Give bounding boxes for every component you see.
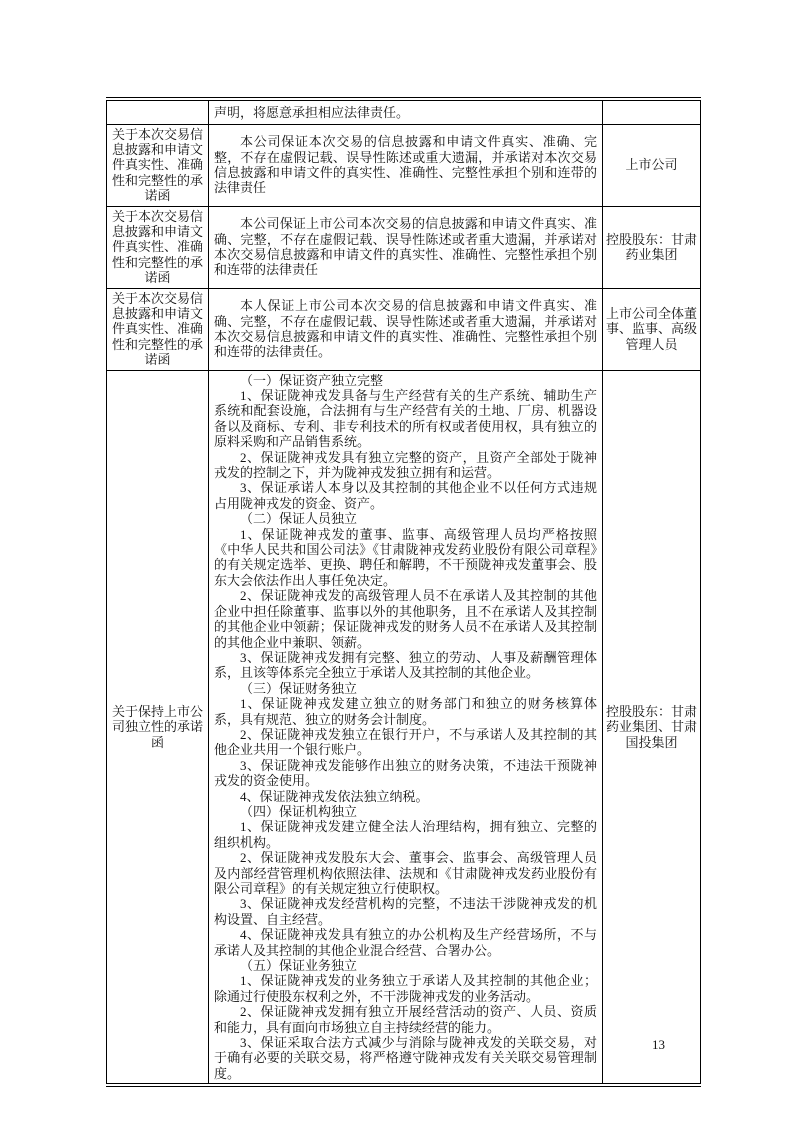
paragraph: 本人保证上市公司本次交易的信息披露和申请文件真实、准确、完整，不存在虚假记载、误导性陈述或者重大遗漏，并承诺对本次交易信息披露和申请文件的真实性、准确性、完整性承担个别和连带的法律责任。 (214, 298, 597, 360)
row-title-cell (107, 99, 209, 124)
paragraph: 2、保证陇神戎发具有独立完整的资产，且资产全部处于陇神戎发的控制之下，并为陇神戎发独立拥有和运营。 (214, 449, 597, 481)
row-title-cell: 关于本次交易信息披露和申请文件真实性、准确性和完整性的承诺函 (107, 206, 209, 288)
paragraph: 本公司保证本次交易的信息披露和申请文件真实、准确、完整，不存在虚假记载、误导性陈述或重大遗漏，并承诺对本次交易信息披露和申请文件的真实性、准确性、完整性承担个别和连带的法律责任 (214, 134, 597, 196)
paragraph: 1、保证陇神戎发具备与生产经营有关的生产系统、辅助生产系统和配套设施，合法拥有与生产经营有关的土地、厂房、机器设备以及商标、专利、非专利技术的所有权或者使用权，具有独立的原料采购和产品销售系统。 (214, 388, 597, 450)
paragraph: （四）保证机构独立 (240, 803, 358, 819)
row-content-cell (209, 124, 603, 206)
paragraph: 2、保证陇神戎发股东大会、董事会、监事会、高级管理人员及内部经营管理机构依照法律、法规和《甘肃陇神戎发药业股份有限公司章程》的有关规定独立行使职权。 (214, 850, 597, 896)
paragraph: 3、保证陇神戎发拥有完整、独立的劳动、人事及薪酬管理体系，且该等体系完全独立于承诺人及其控制的其他企业。 (214, 649, 597, 681)
paragraph: 4、保证陇神戎发具有独立的办公机构及生产经营场所，不与承诺人及其控制的其他企业混合经营、合署办公。 (214, 927, 597, 958)
paragraph: （二）保证人员独立 (240, 511, 358, 527)
paragraph: 3、保证采取合法方式减少与消除与陇神戎发的关联交易，对于确有必要的关联交易，将严格遵守陇神戎发有关关联交易管理制度。 (214, 1035, 597, 1081)
paragraph: （五）保证业务独立 (240, 958, 358, 974)
paragraph: 3、保证陇神戎发经营机构的完整，不违法干涉陇神戎发的机构设置、自主经营。 (214, 896, 597, 927)
row-party-cell: 上市公司 (603, 124, 701, 206)
table-row (107, 370, 701, 1085)
table-row (107, 124, 701, 206)
paragraph: （一）保证资产独立完整 (240, 372, 384, 388)
paragraph: 2、保证陇神戎发的高级管理人员不在承诺人及其控制的其他企业中担任除董事、监事以外的其他职务，且不在承诺人及其控制的其他企业中领薪；保证陇神戎发的财务人员不在承诺人及其控制的其他企业中兼职、领薪。 (214, 588, 597, 650)
paragraph: （三）保证财务独立 (240, 680, 358, 696)
row-content-cell (209, 288, 603, 370)
row-title-cell: 关于本次交易信息披露和申请文件真实性、准确性和完整性的承诺函 (107, 288, 209, 370)
paragraph: 3、保证承诺人本身以及其控制的其他企业不以任何方式违规占用陇神戎发的资金、资产。 (214, 480, 597, 511)
paragraph: 4、保证陇神戎发依法独立纳税。 (240, 788, 429, 804)
row-party-cell: 控股股东：甘肃药业集团 (603, 206, 701, 288)
commitments-table (106, 97, 701, 1087)
paragraph: 1、保证陇神戎发的董事、监事、高级管理人员均严格按照《中华人民共和国公司法》《甘肃陇神戎发药业股份有限公司章程》的有关规定选举、更换、聘任和解聘，不干预陇神戎发董事会、股东大会依法作出人事任免决定。 (214, 526, 597, 588)
table-row (107, 206, 701, 288)
table-row (107, 99, 701, 124)
paragraph: 本公司保证上市公司本次交易的信息披露和申请文件真实、准确、完整，不存在虚假记载、误导性陈述或者重大遗漏，并承诺对本次交易信息披露和申请文件的真实性、准确性、完整性承担个别和连带的法律责任 (214, 216, 597, 278)
row-party-cell (603, 99, 701, 124)
paragraph: 1、保证陇神戎发建立健全法人治理结构，拥有独立、完整的组织机构。 (214, 819, 597, 850)
paragraph: 3、保证陇神戎发能够作出独立的财务决策，不违法干预陇神戎发的资金使用。 (214, 757, 597, 789)
row-title-cell: 关于本次交易信息披露和申请文件真实性、准确性和完整性的承诺函 (107, 124, 209, 206)
row-content-cell (209, 370, 603, 1085)
paragraph: 1、保证陇神戎发的业务独立于承诺人及其控制的其他企业；除通过行使股东权利之外，不干涉陇神戎发的业务活动。 (214, 973, 597, 1004)
row-content-cell (209, 99, 603, 124)
paragraph: 2、保证陇神戎发独立在银行开户，不与承诺人及其控制的其他企业共用一个银行账户。 (214, 726, 597, 758)
paragraph: 2、保证陇神戎发拥有独立开展经营活动的资产、人员、资质和能力，具有面向市场独立自主持续经营的能力。 (214, 1004, 597, 1035)
row-party-cell: 上市公司全体董事、监事、高级管理人员 (603, 288, 701, 370)
page-number: 13 (652, 1037, 665, 1052)
row-content-cell (209, 206, 603, 288)
paragraph: 声明，将愿意承担相应法律责任。 (214, 104, 410, 120)
row-title-cell: 关于保持上市公司独立性的承诺函 (107, 370, 209, 1085)
table-row (107, 288, 701, 370)
row-party-cell: 控股股东：甘肃药业集团、甘肃国投集团 (603, 370, 701, 1085)
paragraph: 1、保证陇神戎发建立独立的财务部门和独立的财务核算体系，具有规范、独立的财务会计制度。 (214, 696, 597, 727)
